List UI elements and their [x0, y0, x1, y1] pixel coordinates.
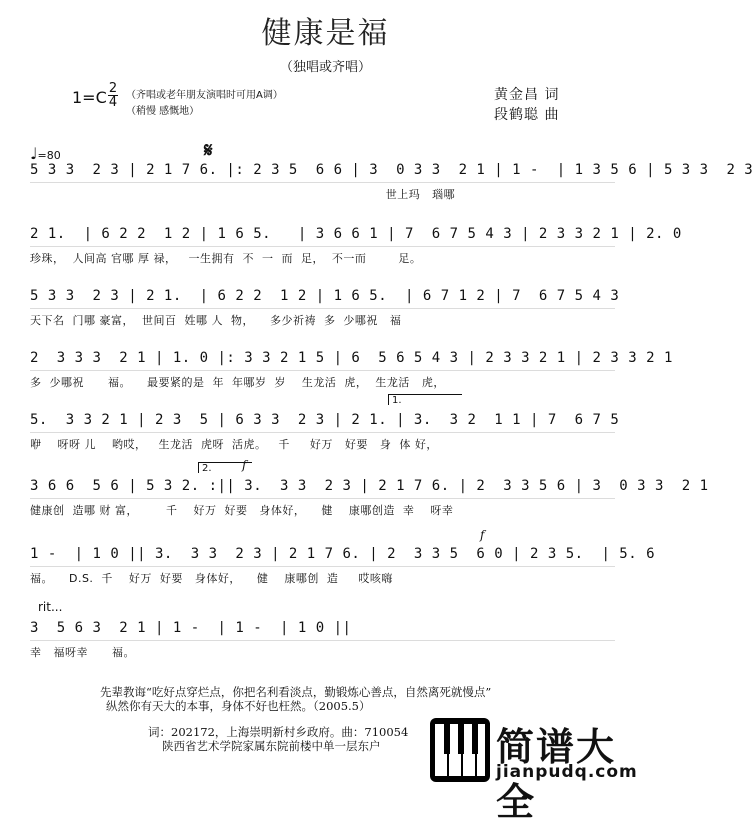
- footer-address-1: 词：202172，上海崇明新村乡政府。曲：710054: [148, 725, 409, 739]
- lyrics-row: 多 少哪祝 福。 最要紧的是 年 年哪岁 岁 生龙活 虎， 生龙活 虎，: [30, 376, 445, 389]
- lyrics-row: 幸 福呀幸 福。: [30, 646, 135, 659]
- lyrics-row: 福。 D.S. 千 好万 好要 身体好， 健 康哪创 造 哎咳嗨: [30, 572, 393, 585]
- footer-quote: 先辈教诲“吃好点穿烂点，你把名利看淡点，勤锻炼心善点，自然离死就慢点”: [100, 685, 492, 699]
- performance-note-1: （齐唱或老年朋友演唱时可用A调）: [126, 90, 283, 101]
- row-rule: [30, 432, 615, 433]
- site-logo[interactable]: [430, 712, 651, 824]
- row-rule: [30, 308, 615, 309]
- key-signature: 1=C: [72, 88, 107, 107]
- page-title: 健康是福: [261, 16, 390, 51]
- row-rule: [30, 566, 615, 567]
- tempo-mark: ♩=80: [30, 144, 61, 163]
- lyrics-row: 珍珠， 人间高 官哪 厚 禄， 一生拥有 不 一 而 足， 不一而 足。: [30, 252, 422, 265]
- lyricist: 黄金昌 词: [494, 87, 560, 103]
- row-rule: [30, 246, 615, 247]
- notation-row: 5. 3 3 2 1 | 2 3 5 | 6 3 3 2 3 | 2 1. | 3. 3 2 1 1 | 7 6 7 5: [30, 412, 620, 428]
- lyrics-row: 天下名 门哪 豪富， 世间百 姓哪 人 物， 多少祈祷 多 少哪祝 福: [30, 314, 402, 327]
- row-rule: [30, 640, 615, 641]
- time-signature: [108, 82, 118, 109]
- performance-note-2: （稍慢 感慨地）: [126, 106, 200, 117]
- forte-mark-2: f: [480, 528, 485, 542]
- logo-url: jianpudq.com: [496, 762, 638, 782]
- lyrics-row: 世上玛 瑙哪: [30, 188, 456, 201]
- footer-note: 纵然你有天大的本事，身体不好也枉然。（2005.5）: [106, 699, 371, 713]
- forte-mark-1: f: [242, 458, 247, 472]
- time-top: 2: [108, 81, 118, 96]
- subtitle: （独唱或齐唱）: [279, 60, 371, 75]
- row-rule: [30, 498, 615, 499]
- volta-1: 1.: [388, 394, 462, 405]
- notation-row: 1 - | 1 0 || 3. 3 3 2 3 | 2 1 7 6. | 2 3 3 5 6 0 | 2 3 5. | 5. 6: [30, 546, 656, 562]
- composer: 段鹤聪 曲: [494, 107, 560, 123]
- notation-row: 2 1. | 6 2 2 1 2 | 1 6 5. | 3 6 6 1 | 7 6 7 5 4 3 | 2 3 3 2 1 | 2. 0: [30, 226, 682, 242]
- notation-row: 2 3 3 3 2 1 | 1. 0 |: 3 3 2 1 5 | 6 5 6 5 4 3 | 2 3 3 2 1 | 2 3 3 2 1: [30, 350, 673, 366]
- logo-title: 简谱大全: [496, 725, 617, 824]
- quarter-note-icon: ♩: [30, 144, 38, 163]
- notation-row: 5 3 3 2 3 | 2 1. | 6 2 2 1 2 | 1 6 5. | 6 7 1 2 | 7 6 7 5 4 3: [30, 288, 620, 304]
- piano-icon: [430, 718, 490, 782]
- notation-row: 3 5 6 3 2 1 | 1 - | 1 - | 1 0 ||: [30, 620, 352, 636]
- ritardando-mark: rit...: [38, 600, 63, 614]
- row-rule: [30, 182, 615, 183]
- notation-row: 3 6 6 5 6 | 5 3 2. :|| 3. 3 3 2 3 | 2 1 7 6. | 2 3 3 5 6 | 3 0 3 3 2 1: [30, 478, 709, 494]
- notation-row: 5 3 3 2 3 | 2 1 7 6. |: 2 3 5 6 6 | 3 0 3 3 2 1 | 1 - | 1 3 5 6 | 5 3 3 2 3: [30, 162, 753, 178]
- volta-2: 2.: [198, 462, 252, 473]
- time-bottom: 4: [108, 95, 118, 110]
- footer-address-2: 陕西省艺术学院家属东院前楼中单一层东户: [162, 739, 381, 753]
- row-rule: [30, 370, 615, 371]
- lyrics-row: 咿 呀呀 儿 哟哎， 生龙活 虎呀 活虎。 千 好万 好要 身 体 好，: [30, 438, 438, 451]
- segno-sign: 𝄋: [204, 138, 213, 162]
- lyrics-row: 健康创 造哪 财 富， 千 好万 好要 身体好， 健 康哪创造 幸 呀幸: [30, 504, 454, 517]
